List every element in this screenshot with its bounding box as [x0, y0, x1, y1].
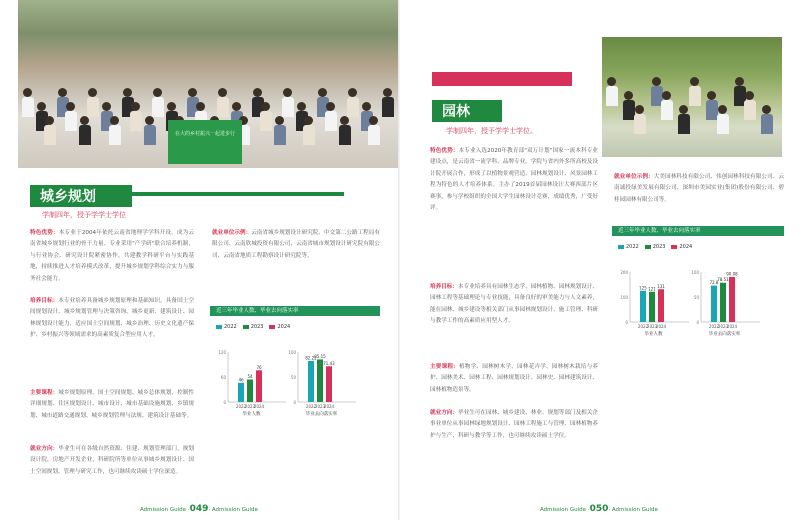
- person-head: [735, 77, 744, 86]
- y-tick-label: 100: [691, 270, 699, 275]
- legend-item-2024: [671, 244, 692, 250]
- bar-value-label: 54: [247, 374, 253, 379]
- person-body: [339, 125, 351, 145]
- legend-label: 2024: [277, 324, 291, 330]
- person-body: [689, 86, 701, 106]
- legend-label: 2022: [626, 244, 639, 250]
- y-tick-label: 100: [288, 350, 296, 355]
- person-head: [607, 77, 616, 86]
- legend-item-2022: [216, 324, 237, 330]
- person-head: [383, 88, 392, 97]
- person-body: [744, 100, 756, 120]
- person-head: [261, 102, 270, 111]
- x-tick-label: 2023: [717, 324, 729, 329]
- y-tick-label: 0: [223, 400, 226, 405]
- person-body: [79, 125, 91, 145]
- bar-2024: [326, 366, 332, 402]
- title-underline: [132, 192, 344, 196]
- bar-2022: [238, 383, 244, 402]
- person-head: [326, 102, 335, 111]
- person-head: [196, 102, 205, 111]
- person-body: [109, 125, 121, 145]
- y-tick-label: 0: [625, 320, 628, 325]
- green-banner: 在大的乡村振兴一起进步行: [168, 120, 242, 164]
- person-head: [218, 88, 227, 97]
- person-body: [661, 100, 673, 120]
- group-label: 毕业去向落实率: [708, 332, 741, 337]
- person-body: [347, 97, 359, 117]
- intro-paragraph: 特色优势：本专业于2004年依托云南省地理学学科开设，成为云南省城乡规划行业的骨干力量。专业采用"产学研"联合培养机制，与行业协会、研究设计院紧密协作，共建教学科研平台与实践基地，持续推进人才培养模式改革，提升城乡规划学科综合实力与服务社会能力。: [30, 230, 194, 282]
- person-head: [37, 102, 46, 111]
- bar-2023: [247, 380, 253, 403]
- person-head: [253, 88, 262, 97]
- person-head: [145, 116, 154, 125]
- person-head: [23, 88, 32, 97]
- section-title-landscape: 园林: [432, 100, 502, 122]
- y-tick-label: 50: [693, 295, 699, 300]
- section-title-urban-planning: 城乡规划: [30, 185, 132, 207]
- chart-card-left: [210, 306, 380, 416]
- person-head: [707, 91, 716, 100]
- bar-chart-right: [612, 252, 784, 338]
- person-head: [635, 105, 644, 114]
- career-paragraph: 就业方向：毕业生可在各级自然资源、住建、规划管理部门，规划设计院，房地产开发企业，科研院所等单位从事城乡规划设计、国土空间规划、管理与研究工作，也可继续攻读硕士学位深造。: [30, 446, 194, 475]
- bar-value-label: 46: [238, 377, 244, 383]
- y-tick-label: 200: [620, 270, 628, 275]
- person-head: [718, 105, 727, 114]
- person-body: [634, 114, 646, 134]
- x-tick-label: 2023: [244, 404, 256, 409]
- person-head: [45, 116, 54, 125]
- bar-2023: [720, 283, 726, 322]
- person-head: [102, 102, 111, 111]
- y-tick-label: 50: [290, 375, 296, 380]
- bar-2024: [729, 277, 735, 322]
- bar-2022: [308, 361, 314, 402]
- person-head: [362, 102, 371, 111]
- person-head: [88, 88, 97, 97]
- person-head: [283, 88, 292, 97]
- x-tick-label: 2024: [726, 324, 738, 329]
- legend-label: 2024: [679, 244, 693, 250]
- person-body: [606, 86, 618, 106]
- legend-item-2023: [243, 324, 264, 330]
- bar-value-label: 76: [256, 364, 262, 370]
- bar-value-label: 90.08: [726, 271, 738, 277]
- person-head: [58, 88, 67, 97]
- y-tick-label: 120: [218, 350, 226, 355]
- person-body: [22, 97, 34, 117]
- person-head: [348, 88, 357, 97]
- bar-value-label: 131: [657, 283, 665, 289]
- chart-legend: [618, 244, 692, 250]
- group-label: 毕业人数: [644, 332, 663, 337]
- x-tick-label: 2022: [637, 324, 649, 329]
- chart-title: 近三年毕业人数、毕业去向落实率: [210, 306, 380, 316]
- y-tick-label: 100: [620, 295, 628, 300]
- bar-value-label: 125: [639, 285, 647, 291]
- person-body: [44, 125, 56, 145]
- legend-item-2023: [645, 244, 666, 250]
- person-head: [232, 102, 241, 111]
- legend-label: 2023: [652, 244, 666, 250]
- person-body: [274, 125, 286, 145]
- course-paragraph: 主要课程：城乡规划原理、国土空间规划、城乡总体规划、控制性详细规划、住区规划设计、城市设计、城市基础设施规划、乡镇规划、城市道路交通规划、城乡规划管理与法规、建筑设计基础等。: [30, 390, 194, 419]
- program-duration: 学制四年，授予学学士学位: [42, 211, 126, 219]
- legend-item-2022: [618, 244, 639, 250]
- bar-2023: [317, 359, 323, 402]
- chart-legend: [216, 324, 290, 330]
- legend-item-2024: [269, 324, 290, 330]
- person-head: [662, 91, 671, 100]
- bar-value-label: 121: [648, 286, 656, 292]
- person-body: [217, 97, 229, 117]
- page-footer: Admission Guide ·050· Admission Guide: [540, 504, 658, 514]
- person-head: [153, 88, 162, 97]
- bar-2024: [256, 370, 262, 402]
- person-head: [167, 102, 176, 111]
- goal-paragraph: 培养目标：本专业培养具有园林生态学、园林植物、园林规划设计、园林工程等基础理论与专业技能，具备良好的审美能力与人文素养，能在园林、城乡建设等相关部门从事园林规划设计、施工管理、科研与教学工作的高素质应用型人才。: [430, 284, 598, 325]
- legend-swatch: [216, 325, 222, 329]
- bar-value-label: 85.15: [314, 353, 326, 359]
- group-label: 毕业人数: [242, 412, 261, 417]
- x-tick-label: 2024: [253, 404, 265, 409]
- right-page: [400, 0, 800, 520]
- bar-value-label: 78.51: [717, 277, 729, 283]
- person-head: [745, 91, 754, 100]
- person-head: [652, 77, 661, 86]
- person-body: [152, 97, 164, 117]
- employers-paragraph: 就业单位示例：云南省城乡规划设计研究院、中交第二公路工程局有限公司、云南欣城投资有限公司、云南省城市规划设计研究院有限公司、云南省地质工程勘察设计研究院等。: [212, 230, 380, 259]
- intro-paragraph: 特色优势：本专业入选2020年教育部"双万计划"国家一流本科专业建设点，是云南省一流学科、品牌专业。学院与省内外多所高校及设计院开展合作，形成了以植物景观营造、园林规划设计、风景园林工程为特色的人才培养体系。主办了2019首届园林设计大赛西部片区赛事，参与学校组织的全国大学生园林设计竞赛，成绩优秀，广受好评。: [430, 148, 598, 212]
- person-body: [260, 111, 272, 131]
- legend-label: 2022: [224, 324, 237, 330]
- person-head: [188, 88, 197, 97]
- goal-paragraph: 培养目标：本专业培养具备城乡规划原理和基础知识，具备国土空间规划设计、城乡规划管理与决策咨询、城乡更新、建筑设计、园林规划设计能力，适应国土空间规划、城乡治理、历史文化遗产保护、乡村振兴等领域需求的高素质复合型应用人才。: [30, 298, 194, 339]
- person-body: [368, 125, 380, 145]
- red-accent-bar: [432, 72, 572, 86]
- legend-swatch: [269, 325, 275, 329]
- person-body: [144, 125, 156, 145]
- person-head: [131, 102, 140, 111]
- chart-title: 近三年毕业人数、毕业去向落实率: [612, 226, 784, 236]
- y-tick-label: 0: [696, 320, 699, 325]
- page-footer: Admission Guide ·049· Admission Guide: [140, 504, 258, 514]
- person-body: [282, 97, 294, 117]
- person-body: [678, 114, 690, 134]
- person-body: [87, 97, 99, 117]
- person-head: [690, 77, 699, 86]
- chart-card-right: [612, 226, 784, 336]
- person-head: [66, 102, 75, 111]
- person-body: [717, 114, 729, 134]
- person-head: [304, 116, 313, 125]
- person-head: [318, 88, 327, 97]
- legend-label: 2023: [250, 324, 264, 330]
- person-head: [297, 102, 306, 111]
- field-photo-right: [602, 37, 782, 157]
- person-head: [762, 105, 771, 114]
- person-head: [275, 116, 284, 125]
- group-label: 毕业去向落实率: [305, 412, 338, 417]
- career-paragraph: 就业方向：毕业生可在园林、城乡建设、林业、规划等部门及相关企事业单位从事园林绿地规划设计、园林工程施工与管理、园林植物养护与生产、科研与教学等工作，也可继续攻读硕士学位。: [430, 410, 598, 439]
- person-head: [110, 116, 119, 125]
- person-head: [80, 116, 89, 125]
- legend-swatch: [645, 245, 651, 249]
- person-body: [382, 97, 394, 117]
- bar-2024: [658, 289, 664, 322]
- bar-value-label: 72.8: [709, 280, 719, 286]
- person-body: [130, 111, 142, 131]
- bar-2022: [711, 286, 717, 322]
- bar-chart-left: [210, 332, 380, 418]
- x-tick-label: 2022: [305, 404, 317, 409]
- crowd: [602, 77, 782, 147]
- x-tick-label: 2024: [655, 324, 667, 329]
- x-tick-label: 2022: [235, 404, 247, 409]
- employers-paragraph: 就业单位示例：大美园林科技有限公司、伟创园林科技有限公司、云南诚投绿美发展有限公司、深圳市美园实业(集团)股份有限公司、碧桂园园林有限公司等。: [614, 174, 784, 203]
- legend-swatch: [243, 325, 249, 329]
- person-body: [761, 114, 773, 134]
- x-tick-label: 2023: [314, 404, 326, 409]
- person-head: [123, 88, 132, 97]
- group-photo-left: [18, 0, 400, 168]
- legend-swatch: [671, 245, 677, 249]
- person-head: [340, 116, 349, 125]
- program-duration: 学制四年，授予学学士学位。: [446, 127, 537, 135]
- bar-value-label: 82.22: [305, 355, 317, 361]
- person-body: [325, 111, 337, 131]
- x-tick-label: 2023: [646, 324, 658, 329]
- bar-2023: [649, 292, 655, 322]
- x-tick-label: 2022: [708, 324, 720, 329]
- y-tick-label: 60: [220, 375, 226, 380]
- x-tick-label: 2024: [323, 404, 335, 409]
- person-body: [303, 125, 315, 145]
- person-body: [65, 111, 77, 131]
- bar-2022: [640, 291, 646, 322]
- legend-swatch: [618, 245, 624, 249]
- person-head: [624, 91, 633, 100]
- course-paragraph: 主要课程：植物学、园林树木学、园林花卉学、园林树木栽培与养护、园林美术、园林工程、园林规划设计、园林史、园林建筑设计、园林植物造景等。: [430, 364, 598, 393]
- person-head: [679, 105, 688, 114]
- person-head: [369, 116, 378, 125]
- bar-value-label: 71.43: [323, 360, 335, 366]
- y-tick-label: 0: [293, 400, 296, 405]
